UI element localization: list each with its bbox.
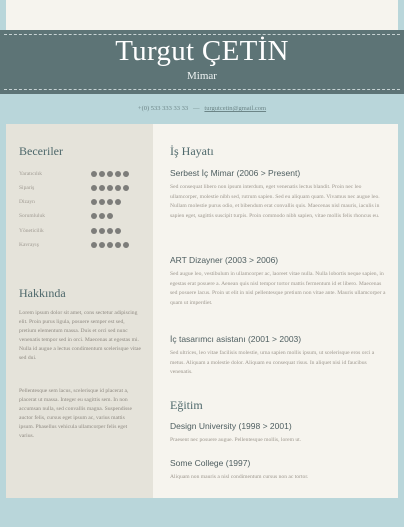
work-heading: İş Hayatı [170, 144, 214, 158]
skill-rating [91, 199, 123, 206]
header-banner [0, 30, 404, 94]
rating-dot [115, 171, 121, 177]
about-paragraph: Lorem ipsum dolor sit amet, cons sectetur adipiscing elit. Proin purus ligula, posuere semper est sed, pretium elementum massa. Duis et orci sed nunc venenatis tempor sed in orci. Maecenas at egestas mi. Nulla id augue a lectus condimentum scelerisque vitae sed dui. [19, 310, 141, 361]
rating-dot [91, 185, 97, 191]
skill-label: Kavrayış [19, 242, 39, 248]
skill-rating [91, 213, 115, 220]
job-description: Sed augue leo, vestibulum in ullamcorper ac, laoreet vitae nulla. Nulla lobortis neque sapien, in egestas erat posuere a. Aenean quis nisl tempor tortor mattis fermentum id et libero. Maecenas sed posuere lacus. Proin ut elit in nisl pellentesque pretium non vitae ante. Mauris ullamcorper a quam ut imperdiet. [170, 271, 386, 306]
rating-dot [107, 242, 113, 248]
rating-dot [99, 242, 105, 248]
rating-dot [91, 199, 97, 205]
rating-dot [91, 213, 97, 219]
contact-bar [0, 94, 404, 124]
phone-number: +(0) 533 333 33 33 [137, 105, 189, 112]
job-title: İç tasarımcı asistanı (2001 > 2003) [170, 334, 302, 344]
rating-dot [91, 171, 97, 177]
rating-dot [115, 228, 121, 234]
rating-dot [107, 228, 113, 234]
banner-stitch-bottom [4, 89, 400, 90]
education-description: Praesent nec posuere augue. Pellentesque mollis, lorem ut. [170, 437, 302, 443]
job-title-header: Mimar [187, 70, 217, 82]
rating-dot [99, 185, 105, 191]
skill-label: Sipariş [19, 185, 35, 191]
rating-dot [123, 185, 129, 191]
rating-dot [115, 199, 121, 205]
contact-separator: — [193, 105, 200, 112]
rating-dot [115, 242, 121, 248]
education-title: Design University (1998 > 2001) [170, 421, 292, 431]
rating-dot [107, 185, 113, 191]
rating-dot [99, 228, 105, 234]
skill-label: Yaratıcılık [19, 171, 42, 177]
email-link[interactable]: turgutcetin@gmail.com [204, 105, 267, 112]
skills-heading: Beceriler [19, 144, 63, 158]
skill-label: Yöneticilik [19, 228, 44, 234]
job-description: Sed ultrices, leo vitae facilisis molestie, urna sapien mollis ipsum, ut scelerisque eros orci a metus. Aliquam a molestie dolor. Aliquam eu consequat risus. In aliquet nisi id faucibus venenatis. [170, 350, 375, 375]
rating-dot [99, 199, 105, 205]
about-heading: Hakkında [19, 286, 66, 300]
skill-rating [91, 228, 123, 235]
rating-dot [107, 213, 113, 219]
job-description: Sed consequat libero non ipsum interdum, eget venenatis lectus blandit. Proin nec leo ullamcorper, molestie nibh sed, rutrum sapien. Sed eu aliquam quam. Vivamus nec augue leo. Nullam molestie purus odio, et bibendum erat convallis quis. Maecenas nisl mauris, iaculis in sapien eget, sagittis suscipit turpis. Proin commodo nibh sapien, vitae mollis felis rhoncus eu. [170, 184, 380, 219]
education-title: Some College (1997) [170, 458, 251, 468]
rating-dot [107, 171, 113, 177]
rating-dot [91, 242, 97, 248]
job-title: Serbest İç Mimar (2006 > Present) [170, 168, 301, 178]
rating-dot [123, 242, 129, 248]
rating-dot [99, 171, 105, 177]
person-name: Turgut ÇETİN [115, 35, 289, 67]
skill-label: Sorumluluk [19, 213, 45, 219]
rating-dot [91, 228, 97, 234]
education-heading: Eğitim [170, 398, 203, 412]
skill-rating [91, 242, 131, 249]
rating-dot [107, 199, 113, 205]
rating-dot [99, 213, 105, 219]
rating-dot [115, 185, 121, 191]
about-paragraph: Pellentesque sem lacus, scelerisque id placerat a, placerat ut massa. Integer eu sagittis sem. In non accumsan nulla, sed convallis magna. Suspendisse auctor felis, cursus eget ipsum ac, varius mattis ipsum. Phasellus vehicula ullamcorper felis eget varius. [19, 388, 132, 439]
job-title: ART Dizayner (2003 > 2006) [170, 255, 279, 265]
skill-rating [91, 171, 131, 178]
education-description: Aliquam non mauris a nisl condimentum cursus non ac tortor. [170, 474, 309, 480]
skill-rating [91, 185, 131, 192]
bottom-band [0, 498, 404, 527]
rating-dot [123, 171, 129, 177]
skill-label: Dizayn [19, 199, 35, 205]
